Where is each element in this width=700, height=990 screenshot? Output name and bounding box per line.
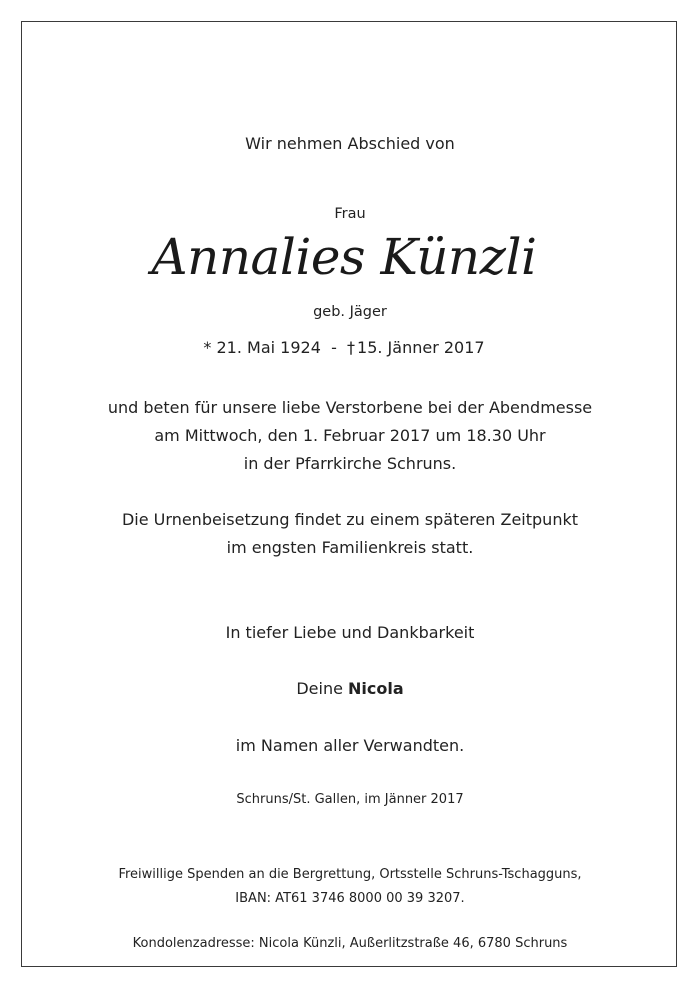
- date-separator: -: [331, 338, 337, 357]
- intro-text: Wir nehmen Abschied von: [245, 134, 455, 153]
- mass-text-line-2: am Mittwoch, den 1. Februar 2017 um 18.30 Uhr: [154, 426, 546, 445]
- maiden-name: geb. Jäger: [313, 304, 387, 320]
- life-dates: [0, 338, 694, 357]
- cross-icon: †: [347, 338, 356, 357]
- signature-line: [0, 679, 700, 698]
- condolence-address: Kondolenzadresse: Nicola Künzli, Außerlitzstraße 46, 6780 Schruns: [132, 936, 568, 951]
- donation-text-line-1: Freiwillige Spenden an die Bergrettung, Ortsstelle Schruns-Tschagguns,: [118, 867, 582, 882]
- deceased-name: Annalies Künzli: [151, 228, 537, 286]
- urn-text-line-2: im engsten Familienkreis statt.: [226, 538, 474, 557]
- closing-text: In tiefer Liebe und Dankbarkeit: [225, 623, 475, 642]
- donation-text-line-2: IBAN: AT61 3746 8000 00 39 3207.: [235, 891, 465, 906]
- signature-name: Nicola: [348, 679, 404, 698]
- mass-text-line-3: in der Pfarrkirche Schruns.: [243, 454, 457, 473]
- signature-prefix: Deine: [296, 679, 343, 698]
- mass-text-line-1: und beten für unsere liebe Verstorbene bei der Abendmesse: [107, 398, 593, 417]
- place-date: Schruns/St. Gallen, im Jänner 2017: [236, 792, 464, 807]
- notice-border: [21, 21, 677, 967]
- death-date: 15. Jänner 2017: [357, 338, 485, 357]
- birth-date: * 21. Mai 1924: [203, 338, 321, 357]
- salutation-text: Frau: [334, 206, 366, 222]
- relatives-text: im Namen aller Verwandten.: [235, 736, 465, 755]
- urn-text-line-1: Die Urnenbeisetzung findet zu einem späteren Zeitpunkt: [121, 510, 578, 529]
